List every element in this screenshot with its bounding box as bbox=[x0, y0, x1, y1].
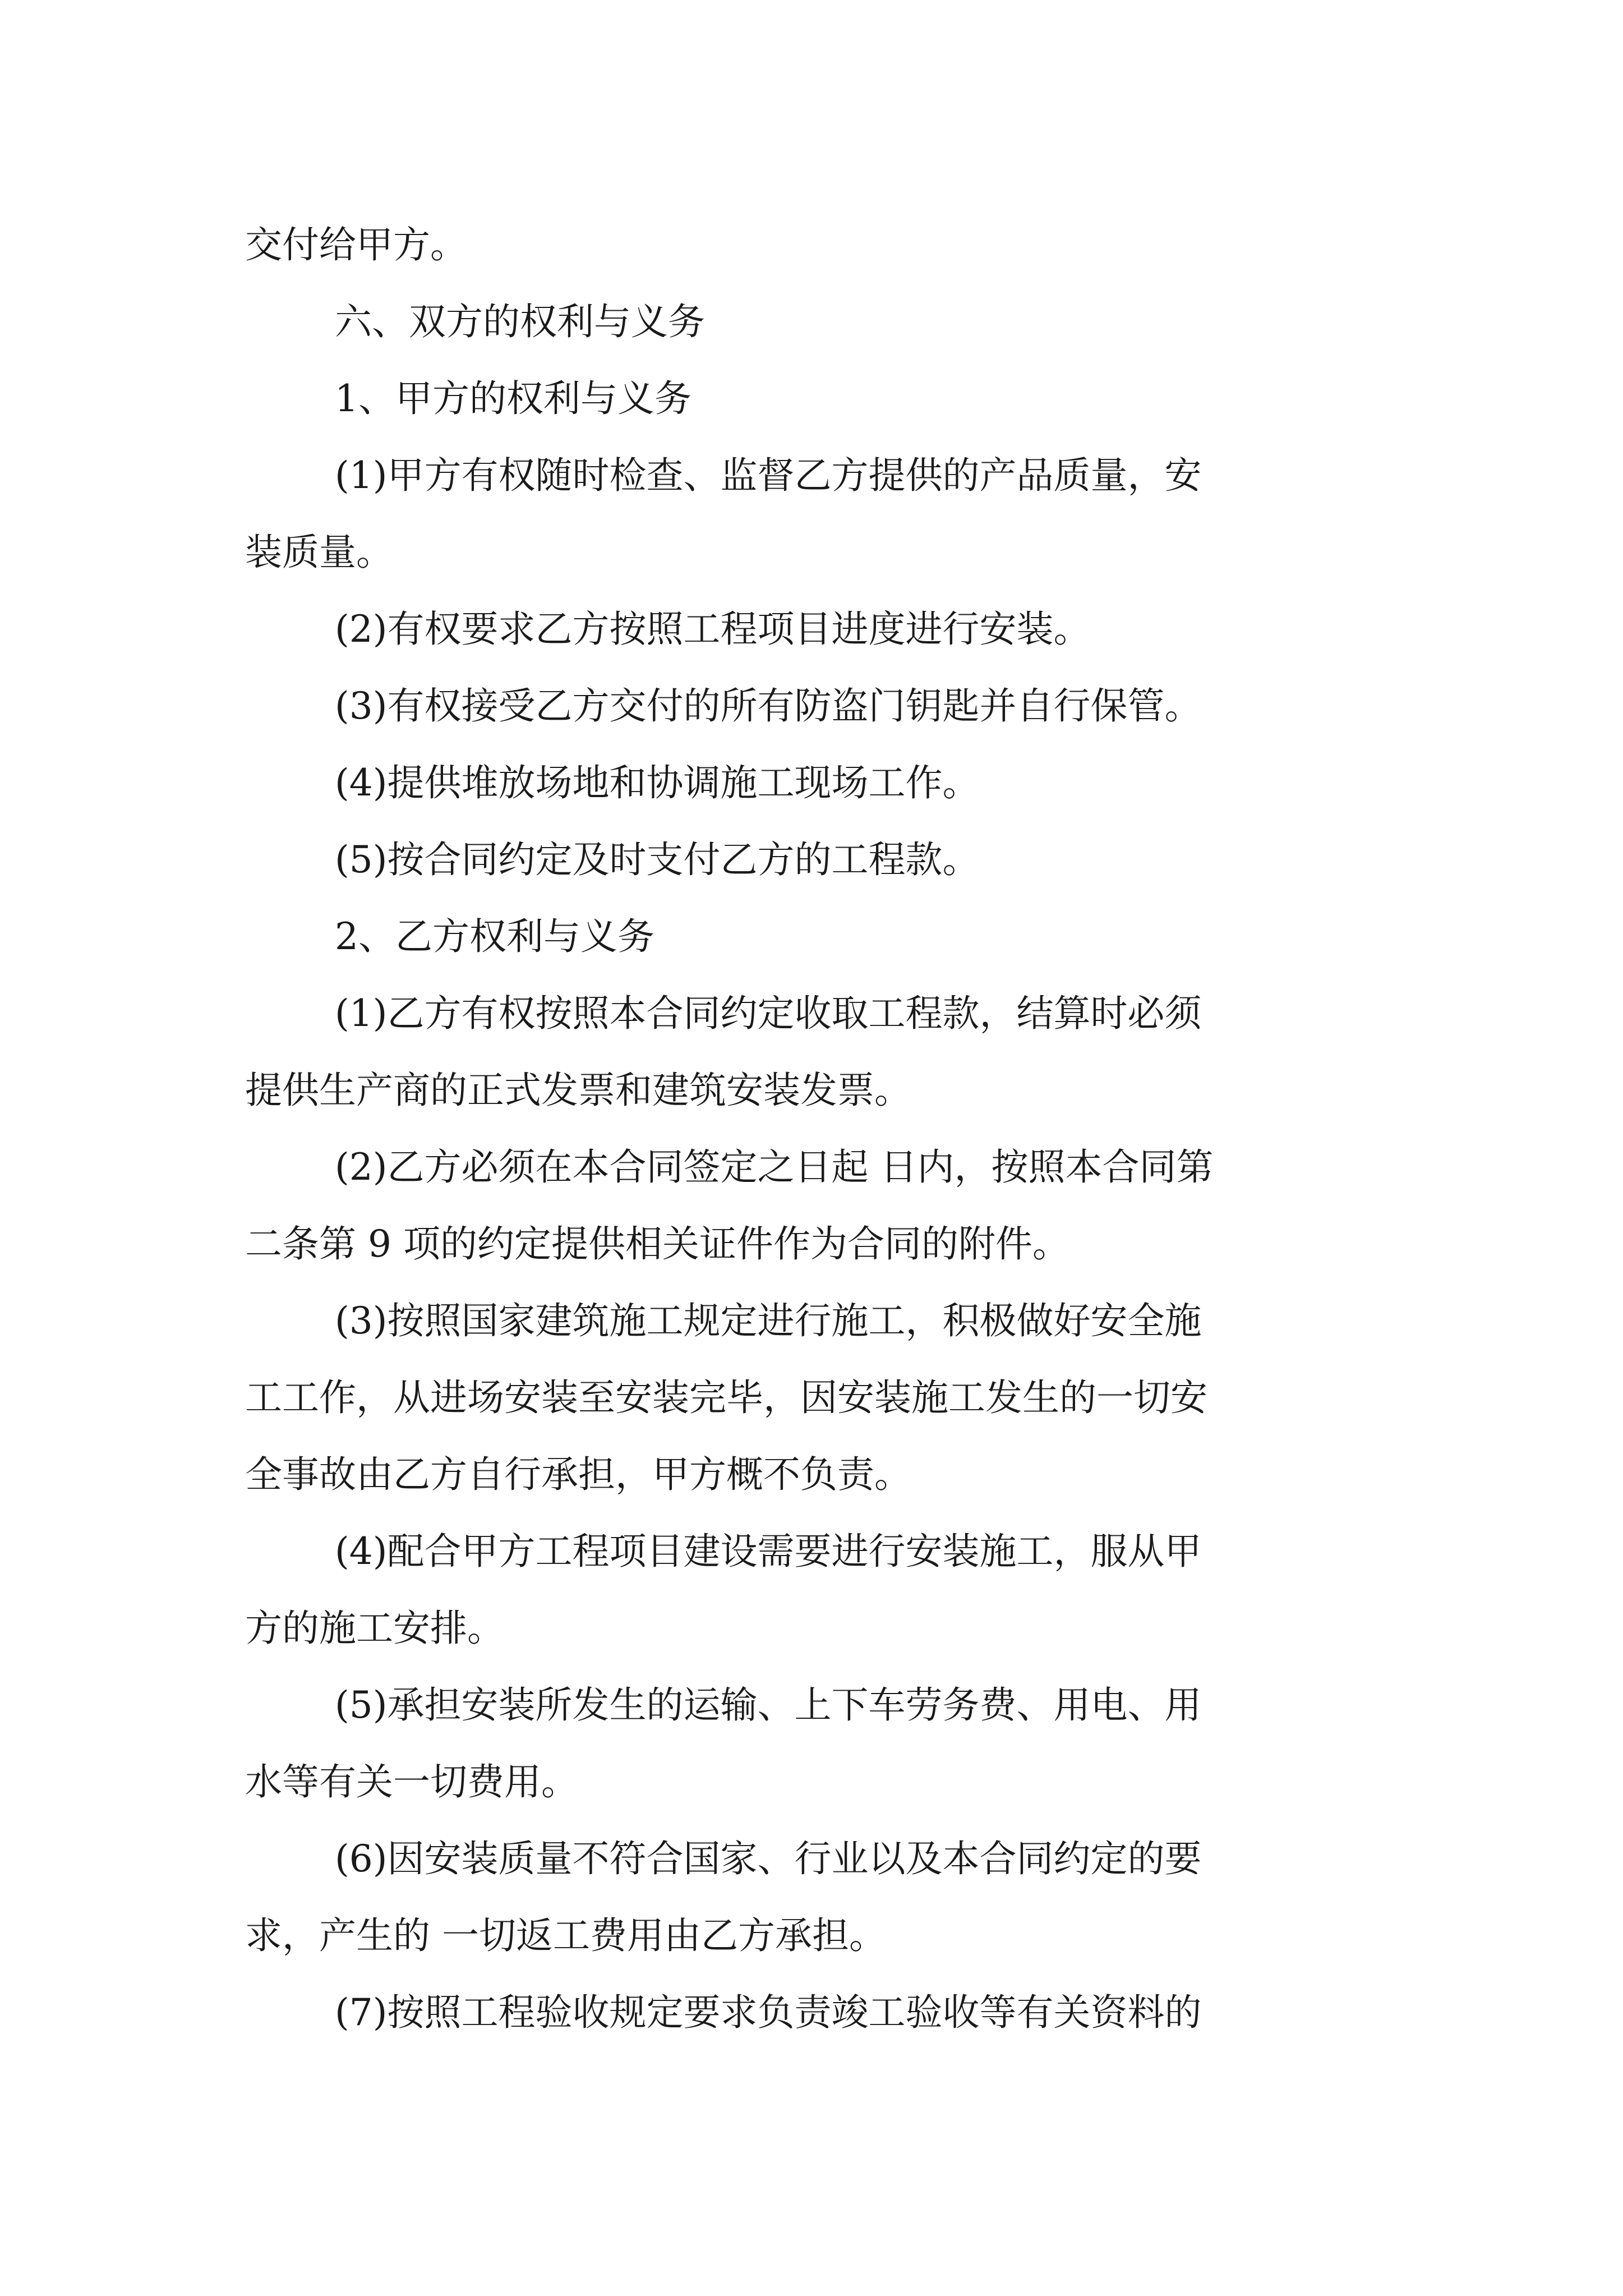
subsection-heading: 2、乙方权利与义务 bbox=[335, 915, 654, 958]
text-line: 工工作，从进场安装至安装完毕，因安装施工发生的一切安 bbox=[245, 1376, 1207, 1419]
text-line: (2)乙方必须在本合同签定之日起 日内，按照本合同第 bbox=[335, 1145, 1214, 1189]
section-heading: 六、双方的权利与义务 bbox=[335, 300, 705, 343]
text-line: (1)乙方有权按照本合同约定收取工程款，结算时必须 bbox=[335, 992, 1202, 1035]
text-line: (4)提供堆放场地和协调施工现场工作。 bbox=[335, 761, 980, 804]
text-line: (7)按照工程验收规定要求负责竣工验收等有关资料的 bbox=[335, 1991, 1202, 2034]
text-line: (2)有权要求乙方按照工程项目进度进行安装。 bbox=[335, 608, 1091, 651]
text-line: 交付给甲方。 bbox=[245, 223, 467, 266]
text-line: (3)按照国家建筑施工规定进行施工，积极做好安全施 bbox=[335, 1299, 1202, 1342]
text-line: (6)因安装质量不符合国家、行业以及本合同约定的要 bbox=[335, 1837, 1202, 1880]
subsection-heading: 1、甲方的权利与义务 bbox=[335, 377, 691, 420]
text-line: 二条第 9 项的约定提供相关证件作为合同的附件。 bbox=[245, 1222, 1069, 1266]
text-line: 方的施工安排。 bbox=[245, 1607, 504, 1650]
text-line: 水等有关一切费用。 bbox=[245, 1760, 578, 1803]
text-line: 全事故由乙方自行承担，甲方概不负责。 bbox=[245, 1453, 911, 1496]
text-line: 求，产生的 一切返工费用由乙方承担。 bbox=[245, 1914, 886, 1957]
document-body bbox=[245, 206, 1389, 2051]
text-line: 装质量。 bbox=[245, 531, 393, 574]
text-line: (1)甲方有权随时检查、监督乙方提供的产品质量，安 bbox=[335, 454, 1202, 497]
text-line: (5)按合同约定及时支付乙方的工程款。 bbox=[335, 838, 980, 881]
text-line: 提供生产商的正式发票和建筑安装发票。 bbox=[245, 1069, 911, 1112]
text-line: (4)配合甲方工程项目建设需要进行安装施工，服从甲 bbox=[335, 1530, 1202, 1573]
text-line: (3)有权接受乙方交付的所有防盗门钥匙并自行保管。 bbox=[335, 684, 1202, 728]
text-line: (5)承担安装所发生的运输、上下车劳务费、用电、用 bbox=[335, 1683, 1202, 1727]
